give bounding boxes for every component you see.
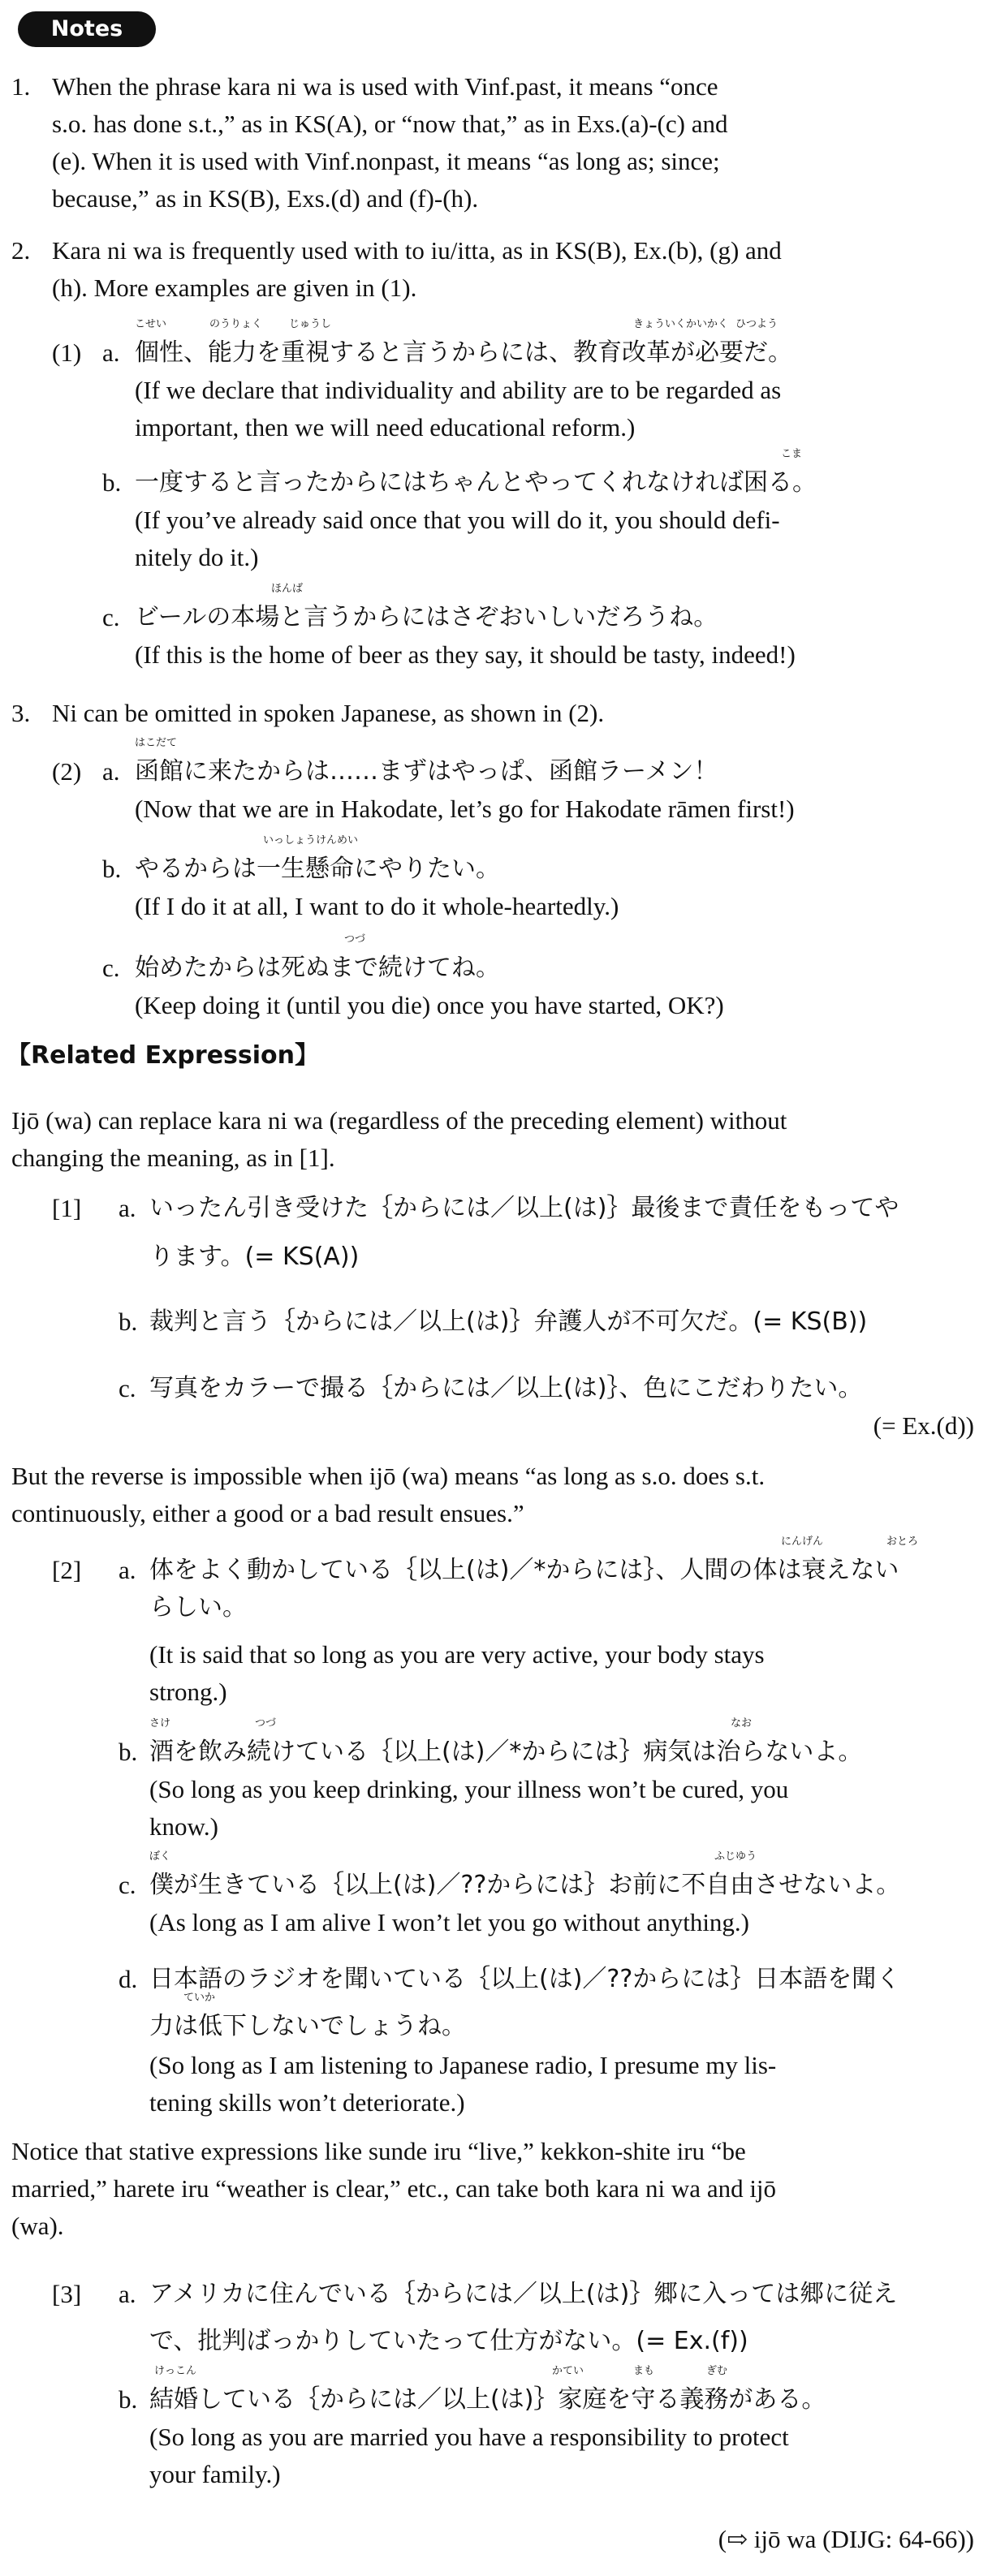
example-translation: tening skills won’t deteriorate.) <box>149 2088 465 2117</box>
example-label: (2) <box>52 757 82 786</box>
example-translation: your family.) <box>149 2460 281 2488</box>
furigana: じゅうし <box>289 318 332 330</box>
related-heading: 【Related Expression】 <box>6 1041 320 1070</box>
example-translation: (If this is the home of beer as they say, it should be tasty, indeed!) <box>135 640 796 669</box>
notes-badge: Notes <box>18 11 156 47</box>
furigana: のうりょく <box>209 318 263 330</box>
example-japanese: 裁判と言う｛からには／以上(は)｝弁護人が不可欠だ。(= KS(B)) <box>149 1307 868 1336</box>
furigana: かてい <box>552 2365 584 2377</box>
example-letter: c. <box>119 1374 136 1402</box>
example-japanese: 函館に来たからは……まずはやっぱ、函館ラーメン！ <box>135 757 718 786</box>
cross-reference: (= Ex.(d)) <box>873 1411 974 1440</box>
example-letter: a. <box>119 1194 136 1222</box>
example-japanese: で、批判ばっかりしていたって仕方がない。(= Ex.(f)) <box>149 2327 748 2355</box>
related-intro-line: changing the meaning, as in [1]. <box>11 1144 335 1172</box>
furigana: ぼく <box>149 1850 171 1863</box>
example-letter: a. <box>119 2280 136 2308</box>
example-japanese: 僕が生きている｛以上(は)／??からには｝お前に不自由させないよ。 <box>149 1871 901 1899</box>
example-letter: a. <box>102 757 120 786</box>
example-letter: b. <box>102 468 122 497</box>
furigana: おとろ <box>886 1536 919 1548</box>
furigana: なお <box>731 1717 753 1730</box>
example-japanese: 力は低下しないでしょうね。 <box>149 2012 466 2040</box>
example-translation: nitely do it.) <box>135 543 259 571</box>
note-line: (e). When it is used with Vinf.nonpast, it means “as long as; since; <box>52 147 720 175</box>
example-translation: (So long as you are married you have a responsibility to protect <box>149 2423 789 2451</box>
example-japanese: 日本語のラジオを聞いている｛以上(は)／??からには｝日本語を聞く <box>149 1965 901 1993</box>
example-letter: b. <box>119 1307 138 1336</box>
example-translation: (If you’ve already said once that you will do it, you should defi- <box>135 506 780 534</box>
furigana: ふじゆう <box>714 1850 757 1863</box>
example-translation: (So long as I am listening to Japanese radio, I presume my lis- <box>149 2051 777 2079</box>
example-translation: strong.) <box>149 1678 227 1706</box>
example-japanese: ります。(= KS(A)) <box>149 1243 360 1271</box>
example-letter: b. <box>119 2385 138 2414</box>
note-line: s.o. has done s.t.,” as in KS(A), or “now that,” as in Exs.(a)-(c) and <box>52 110 728 138</box>
furigana: こせい <box>135 318 167 330</box>
example-translation: know.) <box>149 1812 218 1841</box>
example-japanese: 一度すると言ったからにはちゃんとやってくれなければ困る。 <box>135 468 817 497</box>
note-number: 2. <box>11 236 31 265</box>
example-japanese: ビールの本場と言うからにはさぞおいしいだろうね。 <box>135 603 718 631</box>
furigana: にんげん <box>781 1536 824 1548</box>
example-letter: c. <box>119 1871 136 1899</box>
note-number: 3. <box>11 699 31 727</box>
example-translation: (Keep doing it (until you die) once you have started, OK?) <box>135 991 724 1019</box>
example-translation: (So long as you keep drinking, your illness won’t be cured, you <box>149 1775 789 1803</box>
furigana: ぎむ <box>706 2365 728 2377</box>
note-line: When the phrase kara ni wa is used with Vinf.past, it means “once <box>52 72 718 101</box>
furigana: けっこん <box>154 2365 197 2377</box>
example-japanese: 始めたからは死ぬまで続けてね。 <box>135 954 500 982</box>
furigana: ていか <box>183 1992 216 2004</box>
related-middle-line: continuously, either a good or a bad result ensues.” <box>11 1499 524 1527</box>
example-japanese: やるからは一生懸命にやりたい。 <box>135 855 500 883</box>
example-letter: b. <box>102 855 122 883</box>
note-line: because,” as in KS(B), Exs.(d) and (f)-(h). <box>52 184 479 213</box>
example-japanese: いったん引き受けた｛からには／以上(は)｝最後まで責任をもってや <box>149 1194 899 1222</box>
example-letter: c. <box>102 954 120 982</box>
example-letter: c. <box>102 603 120 631</box>
related-notice-line: married,” harete iru “weather is clear,” etc., can take both kara ni wa and ijō <box>11 2174 777 2203</box>
furigana: きょういくかいかく <box>633 318 729 330</box>
example-japanese: 酒を飲み続けている｛以上(は)／*からには｝病気は治らないよ。 <box>149 1738 863 1766</box>
furigana: つづ <box>344 933 366 946</box>
example-japanese: 体をよく動かしている｛以上(は)／*からには｝、人間の体は衰えない <box>149 1556 899 1584</box>
note-line: Kara ni wa is frequently used with to iu/itta, as in KS(B), Ex.(b), (g) and <box>52 236 782 265</box>
furigana: ほんば <box>271 583 304 595</box>
example-translation: (Now that we are in Hakodate, let’s go for Hakodate rāmen first!) <box>135 795 795 823</box>
cross-reference: (⇨ ijō wa (DIJG: 64-66)) <box>718 2525 974 2553</box>
example-translation: (If we declare that individuality and ability are to be regarded as <box>135 376 782 404</box>
furigana: はこだて <box>135 737 178 749</box>
furigana: こま <box>781 448 803 460</box>
furigana: つづ <box>255 1717 277 1730</box>
example-japanese: らしい。 <box>149 1593 247 1622</box>
note-line: (h). More examples are given in (1). <box>52 274 417 302</box>
example-japanese: 個性、能力を重視すると言うからには、教育改革が必要だ。 <box>135 338 792 367</box>
example-translation: (It is said that so long as you are very active, your body stays <box>149 1640 765 1669</box>
example-letter: b. <box>119 1738 138 1766</box>
example-japanese: 結婚している｛からには／以上(は)｝家庭を守る義務がある。 <box>149 2385 826 2414</box>
furigana: いっしょうけんめい <box>263 834 359 846</box>
related-intro-line: Ijō (wa) can replace kara ni wa (regardless of the preceding element) without <box>11 1106 787 1135</box>
example-letter: a. <box>119 1556 136 1584</box>
example-label: (1) <box>52 338 82 367</box>
example-label: [3] <box>52 2280 82 2308</box>
note-line: Ni can be omitted in spoken Japanese, as shown in (2). <box>52 699 605 727</box>
example-letter: a. <box>102 338 120 367</box>
note-number: 1. <box>11 72 31 101</box>
related-notice-line: (wa). <box>11 2212 64 2240</box>
example-label: [1] <box>52 1194 82 1222</box>
example-translation: important, then we will need educational reform.) <box>135 413 636 442</box>
furigana: さけ <box>149 1717 171 1730</box>
example-japanese: アメリカに住んでいる｛からには／以上(は)｝郷に入っては郷に従え <box>149 2280 898 2308</box>
furigana: まも <box>633 2365 655 2377</box>
related-notice-line: Notice that stative expressions like sunde iru “live,” kekkon-shite iru “be <box>11 2137 746 2165</box>
related-middle-line: But the reverse is impossible when ijō (wa) means “as long as s.o. does s.t. <box>11 1462 766 1490</box>
furigana: ひつよう <box>735 318 779 330</box>
example-translation: (If I do it at all, I want to do it whole-heartedly.) <box>135 892 619 920</box>
example-japanese: 写真をカラーで撮る｛からには／以上(は)｝、色にこだわりたい。 <box>149 1374 863 1402</box>
example-label: [2] <box>52 1556 82 1584</box>
example-letter: d. <box>119 1965 138 1993</box>
example-translation: (As long as I am alive I won’t let you go without anything.) <box>149 1908 750 1936</box>
